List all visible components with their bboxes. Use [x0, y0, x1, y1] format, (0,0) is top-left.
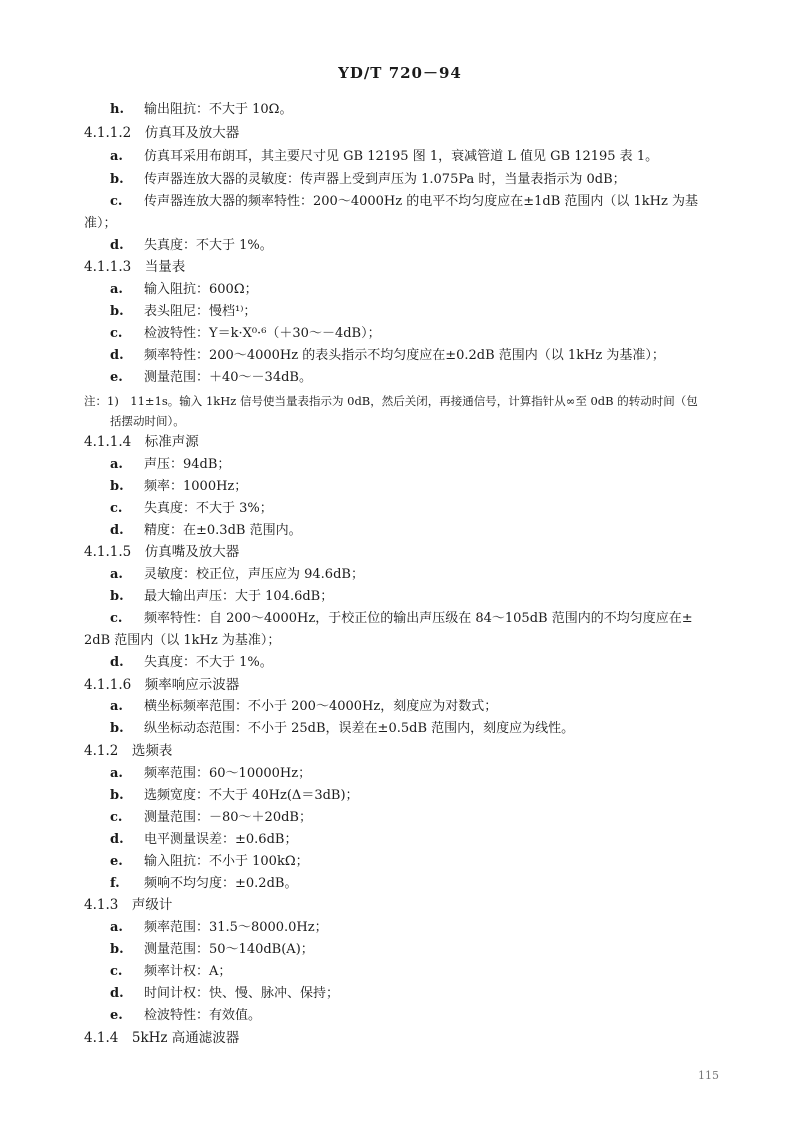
item-label: e.	[110, 854, 123, 869]
item-label: a.	[110, 920, 123, 935]
list-item	[110, 100, 292, 120]
item-label: c.	[110, 194, 123, 209]
item-text: 失真度：不大于 1%。	[144, 655, 273, 670]
continuation-text: 2dB 范围内（以 1kHz 为基准）；	[84, 633, 281, 648]
item-label: a.	[110, 699, 123, 714]
item-text: 声压：94dB；	[144, 457, 231, 472]
section-heading: 4.1.1.6 频率响应示波器	[84, 677, 240, 693]
item-text: 选频宽度：不大于 40Hz(Δ＝3dB)；	[144, 788, 359, 803]
section-heading: 4.1.1.4 标准声源	[84, 434, 199, 450]
item-text: 传声器连放大器的灵敏度：传声器上受到声压为 1.075Pa 时，当量表指示为 0dB；	[144, 172, 626, 187]
item-text: 表头阻尼：慢档¹⁾；	[144, 304, 257, 319]
item-text: 电平测量误差：±0.6dB；	[144, 832, 298, 847]
item-text: 检波特性：有效值。	[144, 1008, 262, 1023]
list-item	[110, 830, 297, 850]
item-label: c.	[110, 964, 123, 979]
list-item	[110, 521, 302, 541]
list-item	[110, 719, 574, 739]
item-label: b.	[110, 172, 124, 187]
item-text: 纵坐标动态范围：不小于 25dB，误差在±0.5dB 范围内，刻度应为线性。	[144, 721, 575, 736]
list-item	[110, 302, 256, 322]
item-label: h.	[110, 102, 124, 117]
list-item	[110, 477, 247, 497]
item-label: c.	[110, 501, 123, 516]
list-item	[110, 324, 381, 344]
list-item	[110, 940, 314, 960]
list-item	[110, 565, 364, 585]
item-text: 输出阻抗：不大于 10Ω。	[144, 102, 293, 117]
list-item	[110, 653, 273, 673]
item-label: e.	[110, 370, 123, 385]
page-number: 115	[698, 1069, 719, 1082]
item-text: 测量范围：－80～＋20dB；	[144, 810, 312, 825]
item-text: 横坐标频率范围：不小于 200～4000Hz，刻度应为对数式；	[144, 699, 498, 714]
list-item	[110, 918, 328, 938]
list-item	[110, 587, 333, 607]
item-text: 失真度：不大于 1%。	[144, 238, 273, 253]
item-text: 时间计权：快、慢、脉冲、保持；	[144, 986, 340, 1001]
section-heading: 4.1.4 5kHz 高通滤波器	[84, 1030, 240, 1046]
item-text: 频率特性：200～4000Hz 的表头指示不均匀度应在±0.2dB 范围内（以 1kHz 为基准）；	[144, 348, 665, 363]
item-label: b.	[110, 788, 124, 803]
list-item	[110, 170, 626, 190]
item-text: 频率特性：自 200～4000Hz，于校正位的输出声压级在 84～105dB 范围内的不均匀度应在±	[144, 611, 693, 626]
item-label: d.	[110, 348, 124, 363]
item-text: 频率：1000Hz；	[144, 479, 248, 494]
item-text: 测量范围：＋40～－34dB。	[144, 370, 312, 385]
list-item	[110, 1006, 261, 1026]
list-item	[110, 609, 693, 629]
item-text: 频率范围：31.5～8000.0Hz；	[144, 920, 328, 935]
item-text: 测量范围：50～140dB(A)；	[144, 942, 314, 957]
item-text: 检波特性：Y＝k·X⁰·⁶（＋30～－4dB）；	[144, 326, 381, 341]
list-item	[110, 455, 230, 475]
item-text: 频响不均匀度：±0.2dB。	[144, 876, 298, 891]
item-label: d.	[110, 238, 124, 253]
item-label: a.	[110, 149, 123, 164]
section-heading: 4.1.1.2 仿真耳及放大器	[84, 125, 240, 141]
item-label: f.	[110, 876, 120, 891]
item-label: c.	[110, 326, 123, 341]
section-heading: 4.1.3 声级计	[84, 897, 173, 913]
item-label: c.	[110, 810, 123, 825]
item-text: 频率范围：60～10000Hz；	[144, 766, 312, 781]
list-item	[110, 280, 258, 300]
item-text: 输入阻抗：600Ω；	[144, 282, 258, 297]
list-item	[110, 147, 658, 167]
item-text: 传声器连放大器的频率特性：200～4000Hz 的电平不均匀度应在±1dB 范围内（以 1kHz 为基	[144, 194, 698, 209]
section-heading: 4.1.2 选频表	[84, 743, 173, 759]
document-header: YD/T 720－94	[338, 64, 462, 82]
section-heading: 4.1.1.3 当量表	[84, 259, 186, 275]
item-label: b.	[110, 479, 124, 494]
item-label: b.	[110, 721, 124, 736]
list-item	[110, 984, 339, 1004]
list-item	[110, 499, 273, 519]
item-label: b.	[110, 589, 124, 604]
footnote-continuation: 括摆动时间）。	[110, 414, 185, 428]
item-text: 灵敏度：校正位，声压应为 94.6dB；	[144, 567, 364, 582]
continuation-text: 准）；	[84, 216, 117, 231]
item-label: d.	[110, 832, 124, 847]
item-label: c.	[110, 611, 123, 626]
item-text: 输入阻抗：不小于 100kΩ；	[144, 854, 309, 869]
item-label: a.	[110, 766, 123, 781]
item-label: d.	[110, 986, 124, 1001]
item-text: 频率计权：A；	[144, 964, 232, 979]
item-text: 失真度：不大于 3%；	[144, 501, 273, 516]
item-label: b.	[110, 304, 124, 319]
list-item	[110, 808, 312, 828]
item-label: b.	[110, 942, 124, 957]
list-item	[110, 697, 497, 717]
item-label: a.	[110, 282, 123, 297]
item-text: 最大输出声压：大于 104.6dB；	[144, 589, 334, 604]
list-item	[110, 346, 665, 366]
list-item	[110, 786, 359, 806]
item-label: a.	[110, 457, 123, 472]
footnote: 注：1) 11±1s。输入 1kHz 信号使当量表指示为 0dB，然后关闭，再接通信号，计算指针从∞至 0dB 的转动时间（包	[84, 394, 698, 408]
item-text: 精度：在±0.3dB 范围内。	[144, 523, 302, 538]
item-label: d.	[110, 523, 124, 538]
list-item	[110, 236, 273, 256]
section-heading: 4.1.1.5 仿真嘴及放大器	[84, 544, 240, 560]
list-item	[110, 192, 698, 212]
item-text: 仿真耳采用布朗耳，其主要尺寸见 GB 12195 图 1，衰减管道 L 值见 GB 12195 表 1。	[144, 149, 659, 164]
item-label: e.	[110, 1008, 123, 1023]
item-label: d.	[110, 655, 124, 670]
list-item	[110, 962, 231, 982]
list-item	[110, 852, 309, 872]
list-item	[110, 368, 312, 388]
list-item	[110, 874, 297, 894]
list-item	[110, 764, 311, 784]
item-label: a.	[110, 567, 123, 582]
